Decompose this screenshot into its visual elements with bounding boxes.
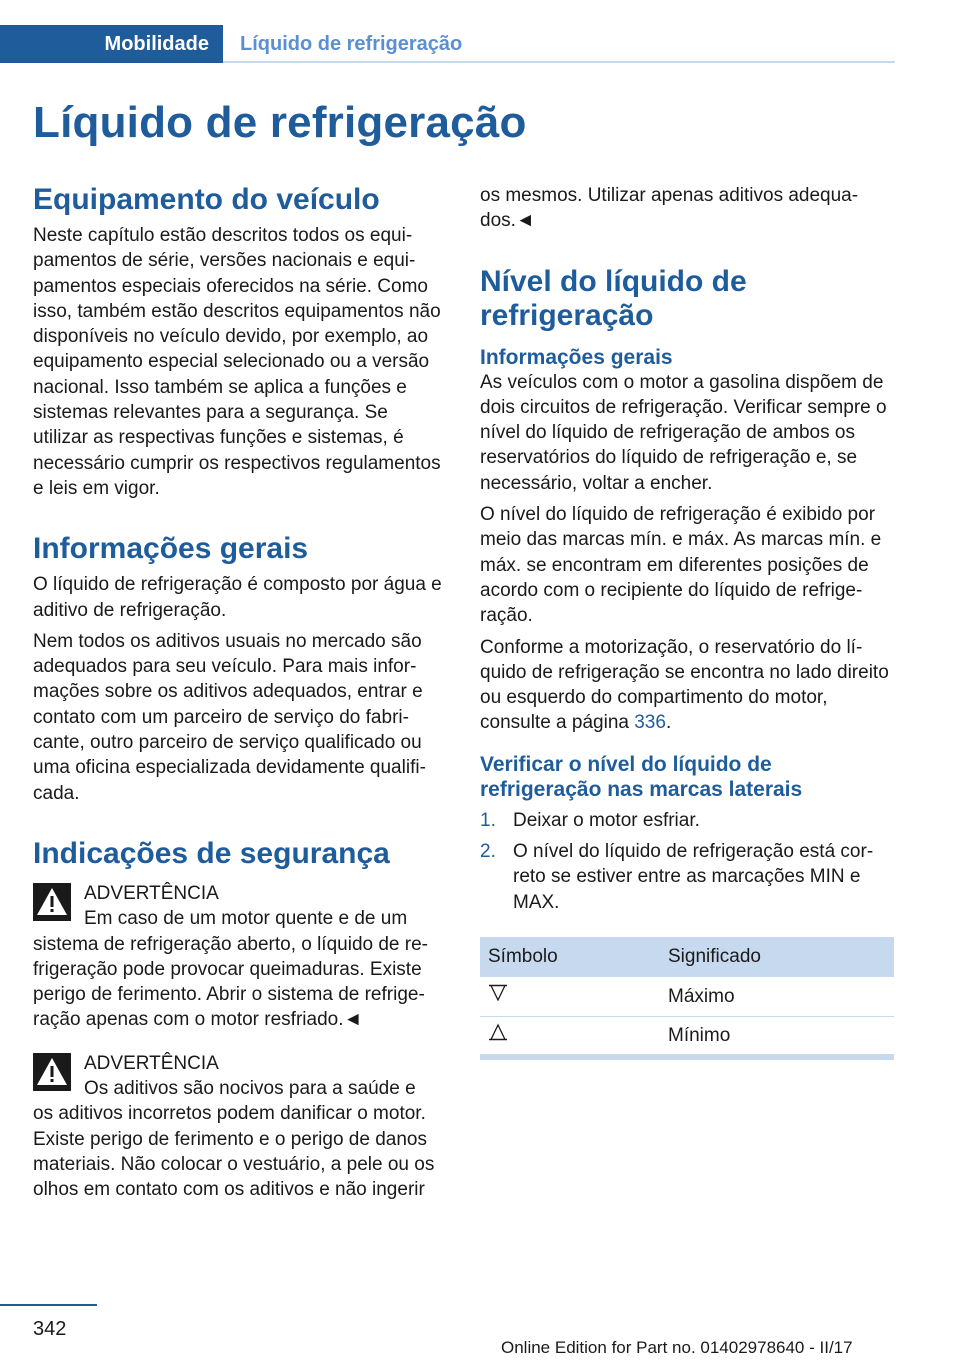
general-info-subheading: Informações gerais	[480, 345, 673, 369]
general-info-p1: O líquido de refrigeração é composto por água e aditivo de refrigeração.	[33, 574, 442, 621]
edition-text: Online Edition for Part no. 01402978640 - II/17	[501, 1338, 853, 1357]
warning-1-line: Em caso de um motor quente e de um	[84, 908, 408, 930]
table-cell-meaning: Mínimo	[660, 1017, 894, 1057]
table-header-symbol: Símbolo	[480, 937, 660, 977]
warning-block-1	[33, 881, 447, 1033]
step-item	[480, 839, 894, 915]
footer-divider	[0, 1304, 97, 1306]
page-reference-link[interactable]: 336	[634, 712, 666, 734]
warning-triangle-icon	[33, 883, 71, 921]
warning-2-title: ADVERTÊNCIA	[84, 1052, 219, 1074]
general-info-p2: Nem todos os aditivos usuais no mercado são adequados para seu veículo. Para mais informações sobre os aditivos adequados, entrar e contato com um parceiro de serviço do fabricante, outro parceiro de serviço qualificado ou uma oficina especializada devidamente qualificada.	[33, 630, 426, 804]
equipment-heading: Equipamento do veículo	[33, 183, 380, 216]
check-level-heading: Verificar o nível do líquido de refrigeração nas marcas laterais	[480, 752, 803, 801]
step-number: 1.	[480, 809, 496, 831]
step-item	[480, 808, 894, 833]
min-mark-icon	[488, 1023, 508, 1041]
equipment-text: Neste capítulo estão descritos todos os equipamentos de série, versões nacionais e equipamentos especiais oferecidos na série. Como isso, também estão descritos equipamentos não disponíveis no veículo devido, por exemplo, ao equipamento especial selecionado ou a versão nacional. Isso também se aplica a funções e sistemas relevantes para a segurança. Se utilizar as respectivas funções e sistemas, é necessário cumprir os respectivos regulamentos e leis em vigor.	[33, 225, 441, 499]
header-section-tab[interactable]	[0, 25, 223, 63]
table-row	[480, 977, 894, 1017]
warning-1-text: sistema de refrigeração aberto, o líquido de refrigeração pode provocar queimaduras. Existe perigo de ferimento. Abrir o sistema de refrigeração apenas com o motor resfriado.◄	[33, 933, 428, 1031]
step-text: O nível do líquido de refrigeração está correto se estiver entre as marcações MIN e MAX.	[513, 841, 874, 913]
header-topic-tab[interactable]: Líquido de refrigeração	[240, 33, 463, 55]
coolant-p2: O nível do líquido de refrigeração é exibido por meio das marcas mín. e máx. As marcas mín. e máx. se encontram em diferentes posições de acordo com o recipiente do líquido de refrigeração.	[480, 504, 882, 627]
max-mark-icon	[488, 984, 508, 1002]
coolant-level-heading: Nível do líquido de refrigeração	[480, 264, 747, 332]
table-header-row	[480, 937, 894, 977]
steps-list	[480, 808, 894, 915]
right-column	[480, 183, 894, 1060]
warning-1-title: ADVERTÊNCIA	[84, 882, 219, 904]
page-number: 342	[33, 1318, 67, 1340]
table-header-meaning: Significado	[660, 937, 894, 977]
general-info-heading: Informações gerais	[33, 532, 309, 566]
continued-text: os mesmos. Utilizar apenas aditivos adequados.◄	[480, 185, 859, 232]
warning-2-text: os aditivos incorretos podem danificar o motor. Existe perigo de ferimento e o perigo de danos materiais. Não colocar o vestuário, a pele ou os olhos em contato com os aditivos e não ingerir	[33, 1103, 435, 1201]
coolant-p3-end: .	[665, 712, 672, 734]
header-section-label: Mobilidade	[104, 32, 209, 55]
table-row	[480, 1017, 894, 1057]
header-divider	[223, 61, 895, 63]
warning-triangle-icon	[33, 1053, 71, 1091]
left-column	[33, 183, 447, 1203]
table-cell-symbol	[480, 977, 660, 1017]
page-title: Líquido de refrigeração	[33, 98, 527, 147]
coolant-p3-text: Conforme a motorização, o reservatório do líquido de refrigeração se encontra no lado direito ou esquerdo do compartimento do motor, consulte a página	[480, 636, 889, 734]
coolant-p1: As veículos com o motor a gasolina dispõem de dois circuitos de refrigeração. Verificar sempre o nível do líquido de refrigeração de ambos os reservatórios do líquido de refrigeração e, se necessário, voltar a encher.	[480, 371, 887, 494]
warning-block-2	[33, 1051, 447, 1203]
table-cell-meaning: Máximo	[660, 977, 894, 1017]
warning-2-line: Os aditivos são nocivos para a saúde e	[84, 1078, 416, 1100]
step-number: 2.	[480, 841, 496, 863]
safety-heading: Indicações de segurança	[33, 836, 390, 870]
step-text: Deixar o motor esfriar.	[513, 809, 700, 831]
symbol-table	[480, 937, 894, 1060]
table-cell-symbol	[480, 1017, 660, 1057]
coolant-p3	[480, 635, 894, 736]
